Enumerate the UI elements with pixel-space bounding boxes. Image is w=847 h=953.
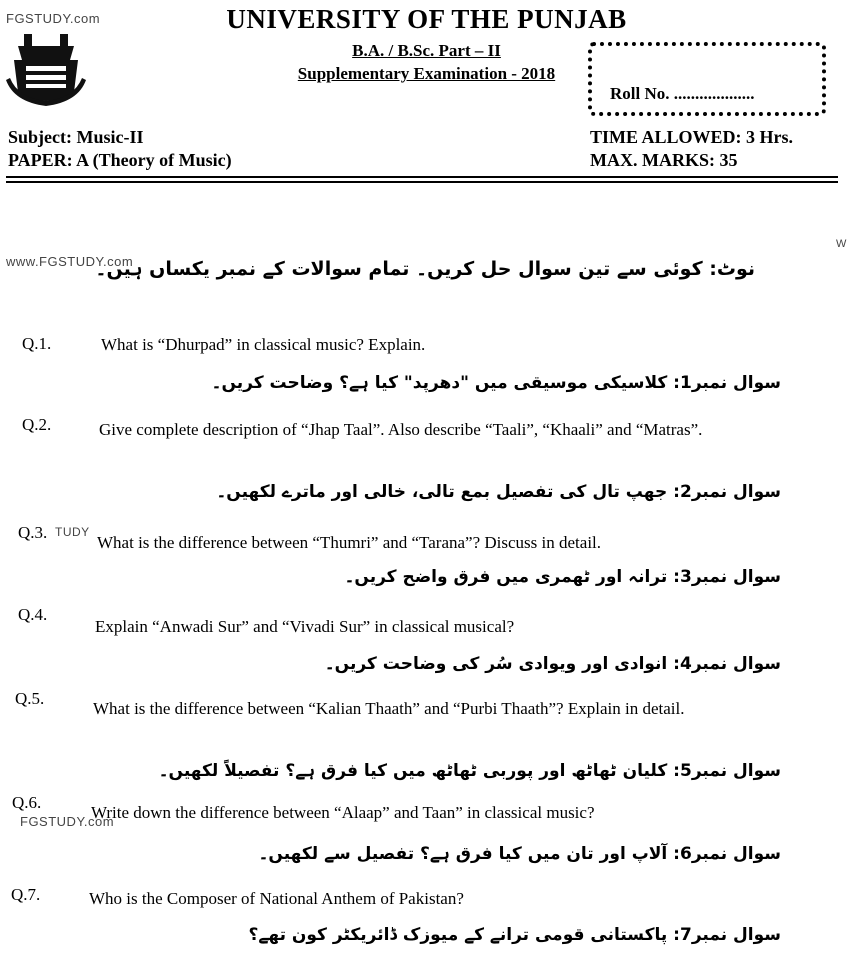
max-marks-label: MAX. MARKS: 35 [590, 150, 738, 170]
watermark-q3: TUDY [55, 525, 90, 539]
university-title: UNIVERSITY OF THE PUNJAB [226, 4, 627, 34]
watermark-edge: W [836, 238, 847, 250]
time-allowed-label: TIME ALLOWED: 3 Hrs. [590, 127, 794, 147]
instructions-note: نوٹ: کوئی سے تین سوال حل کریں۔ تمام سوالات کے نمبر یکساں ہیں۔ [95, 258, 755, 280]
program-title: B.A. / B.Sc. Part – II [352, 41, 501, 60]
header-divider-bottom [6, 181, 838, 183]
question-text: What is the difference between “Thumri” and “Tarana”? Discuss in detail. [97, 533, 602, 552]
question-text: Write down the difference between “Alaap” and Taan” in classical music? [91, 803, 595, 822]
watermark-q6: FGSTUDY.com [20, 814, 115, 829]
paper-label: PAPER: A (Theory of Music) [8, 150, 232, 170]
question-text: Give complete description of “Jhap Taal”. Also describe “Taali”, “Khaali” and “Matras”. [99, 420, 703, 439]
question-number: Q.4. [18, 605, 48, 624]
question-number: Q.6. [12, 793, 42, 812]
question-number: Q.2. [22, 415, 52, 434]
question-number: Q.5. [15, 689, 45, 708]
question-number: Q.7. [11, 885, 41, 904]
header-divider-top [6, 176, 838, 178]
roll-number-label: Roll No. ................... [610, 84, 755, 103]
question-text-urdu: سوال نمبر4: انوادی اور ویوادی سُر کی وضاحت کریں۔ [324, 654, 781, 674]
question-text-urdu: سوال نمبر6: آلاپ اور تان میں کیا فرق ہے؟ تفصیل سے لکھیں۔ [258, 844, 781, 864]
question-text-urdu: سوال نمبر7: پاکستانی قومی ترانے کے میوزک ڈائریکٹر کون تھے؟ [248, 925, 781, 945]
subject-label: Subject: Music-II [8, 127, 144, 147]
question-text: What is the difference between “Kalian Thaath” and “Purbi Thaath”? Explain in detail. [93, 699, 685, 718]
question-number: Q.1. [22, 334, 52, 353]
watermark-top: FGSTUDY.com [6, 11, 101, 26]
watermark-left: www.FGSTUDY.com [6, 254, 134, 269]
question-text-urdu: سوال نمبر1: کلاسیکی موسیقی میں "دھرپد" کیا ہے؟ وضاحت کریں۔ [211, 373, 781, 393]
question-text: Explain “Anwadi Sur” and “Vivadi Sur” in classical musical? [95, 617, 515, 636]
question-text: Who is the Composer of National Anthem of Pakistan? [89, 889, 464, 908]
question-text: What is “Dhurpad” in classical music? Explain. [101, 335, 426, 354]
question-number: Q.3. [18, 523, 48, 542]
question-text-urdu: سوال نمبر3: ترانہ اور ٹھمری میں فرق واضح کریں۔ [344, 567, 781, 587]
question-text-urdu: سوال نمبر5: کلیان ٹھاٹھ اور پوربی ٹھاٹھ میں کیا فرق ہے؟ تفصیلاً لکھیں۔ [158, 761, 781, 781]
exam-title: Supplementary Examination - 2018 [297, 64, 556, 83]
question-text-urdu: سوال نمبر2: جھپ تال کی تفصیل بمع تالی، خالی اور ماترے لکھیں۔ [216, 482, 781, 502]
roll-number-box[interactable] [588, 42, 826, 116]
